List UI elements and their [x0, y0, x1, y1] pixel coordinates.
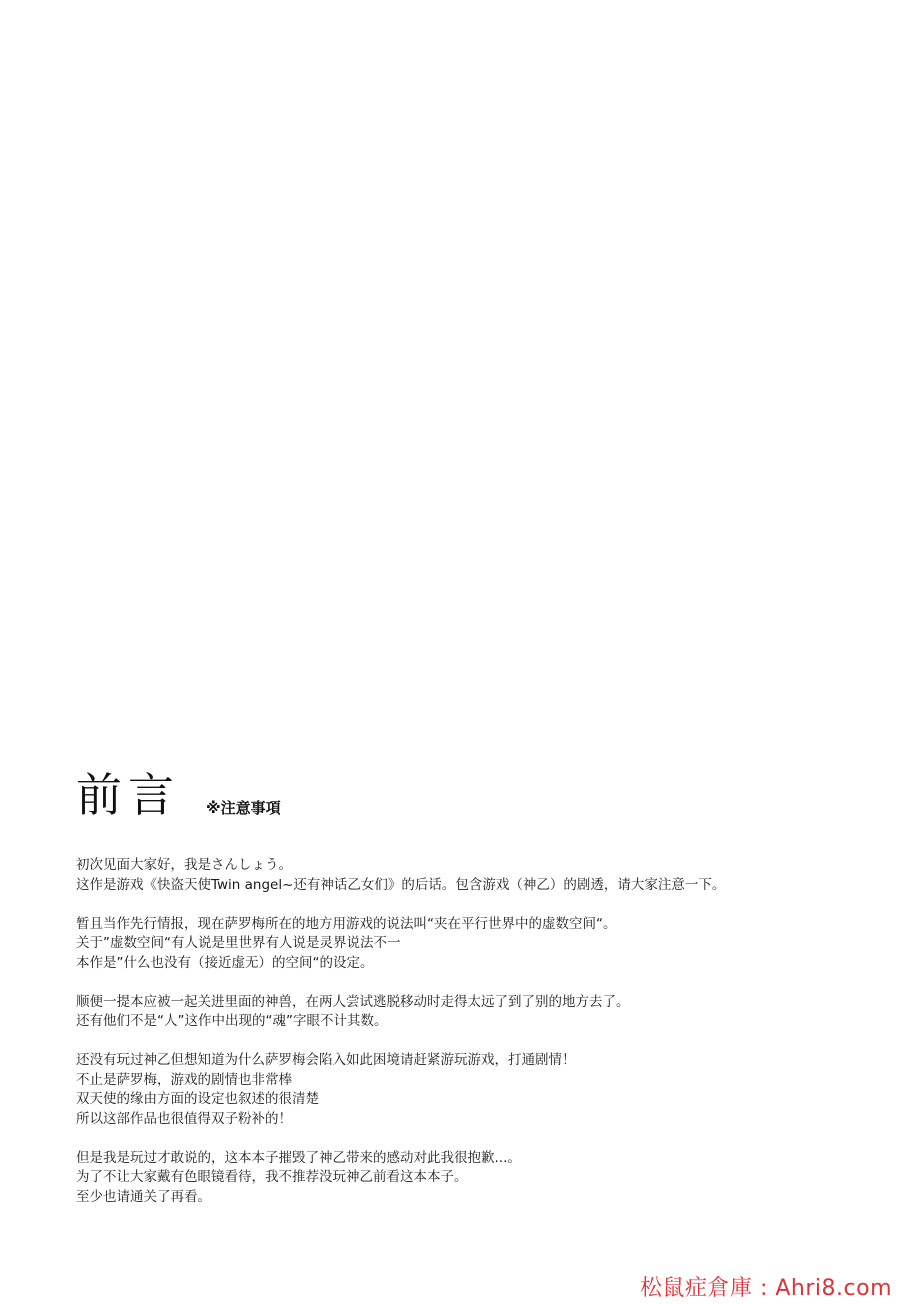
text-line: 初次见面大家好，我是さんしょう。: [76, 857, 292, 873]
preface-title: 前言: [76, 768, 180, 822]
text-line: 本作是”什么也没有（接近虚无）的空间“的设定。: [76, 954, 374, 971]
text-line: 暂且当作先行情报，现在萨罗梅所在的地方用游戏的说法叫“夹在平行世界中的虚数空间“。: [76, 915, 617, 932]
paragraph: [76, 1149, 876, 1208]
text-line: 双天使的缘由方面的设定也叙述的很清楚: [76, 1091, 319, 1107]
text-line: 但是我是玩过才敢说的，这本本子摧毁了神乙带来的感动对此我很抱歉...。: [76, 1149, 521, 1166]
paragraph: [76, 856, 876, 895]
paragraph: [76, 1051, 876, 1129]
preface-heading: [76, 768, 281, 822]
text-line: 还有他们不是“人”这作中出现的“魂”字眼不计其数。: [76, 1013, 388, 1029]
text-line: 顺便一提本应被一起关进里面的神兽，在两人尝试逃脱移动时走得太远了到了别的地方去了。: [76, 993, 630, 1010]
text-line: 所以这部作品也很值得双子粉补的！: [76, 1110, 292, 1127]
paragraph: [76, 915, 876, 974]
text-line: 关于”虚数空间“有人说是里世界有人说是灵界说法不一: [76, 935, 401, 951]
text-line: 为了不让大家戴有色眼镜看待，我不推荐没玩神乙前看这本本子。: [76, 1169, 468, 1185]
paragraph: [76, 993, 876, 1032]
text-line: 至少也请通关了再看。: [76, 1188, 211, 1205]
watermark: 松鼠症倉庫 : Ahri8.com: [639, 1276, 892, 1301]
notice-subtitle: ※注意事項: [206, 799, 281, 817]
preface-body: [76, 856, 876, 1227]
text-line: 不止是萨罗梅，游戏的剧情也非常棒: [76, 1071, 292, 1088]
text-line: 这作是游戏《快盗天使Twin angel~还有神话乙女们》的后话。包含游戏（神乙）的剧透，请大家注意一下。: [76, 876, 726, 893]
text-line: 还没有玩过神乙但想知道为什么萨罗梅会陷入如此困境请赶紧游玩游戏，打通剧情！: [76, 1052, 576, 1068]
